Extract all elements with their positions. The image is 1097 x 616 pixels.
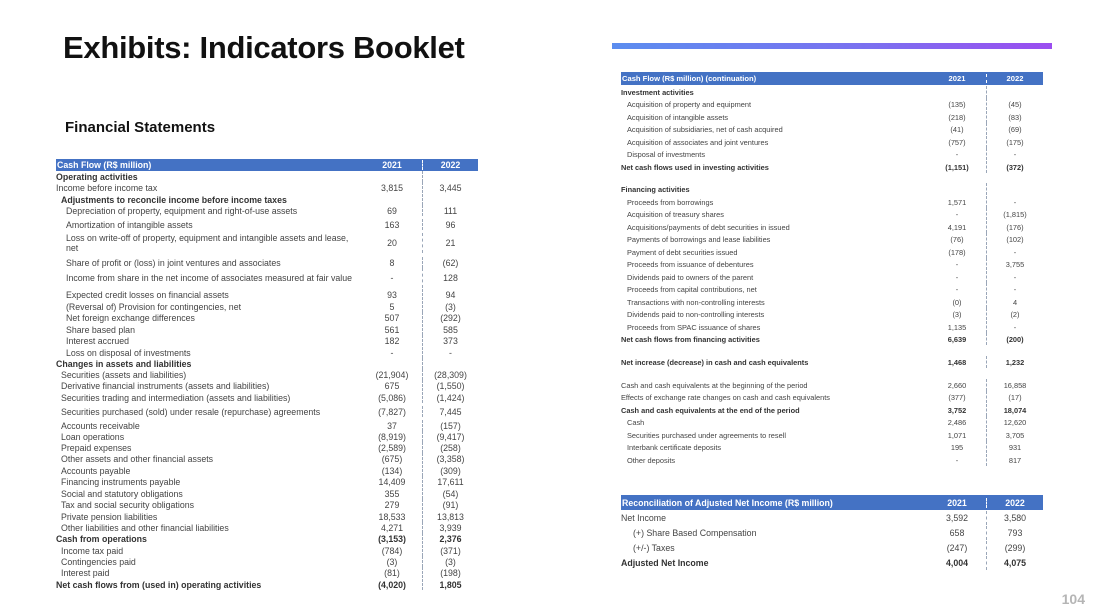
row-label: Transactions with non-controlling interests: [627, 297, 765, 307]
value-2021: (135): [928, 98, 987, 110]
value-2022: (2): [1010, 309, 1020, 319]
table-row: [621, 296, 1043, 308]
value-2021: (4,020): [362, 579, 423, 590]
row-label: Loss on disposal of investments: [66, 347, 191, 358]
value-2022: 96: [445, 219, 456, 230]
table-row: [56, 358, 478, 369]
value-2021: 195: [928, 441, 987, 453]
value-2021: -: [928, 454, 987, 466]
value-2022: [423, 194, 478, 205]
table-row: [621, 111, 1043, 123]
value-2021: (1,151): [928, 161, 987, 173]
value-2022: (91): [442, 499, 459, 510]
value-2022: 931: [1008, 442, 1022, 452]
table-row: [621, 196, 1043, 208]
table-row: [621, 148, 1043, 160]
value-2021: 20: [362, 233, 423, 253]
table-row: [56, 233, 478, 253]
value-2021: -: [928, 148, 987, 160]
row-label: Social and statutory obligations: [61, 488, 183, 499]
table-row: [621, 356, 1043, 368]
row-label: Operating activities: [56, 171, 138, 182]
value-2022: (54): [442, 488, 459, 499]
value-2022: 21: [445, 238, 456, 248]
row-label: Financing activities: [621, 184, 690, 194]
value-2021: (178): [928, 246, 987, 258]
value-2021: 3,592: [928, 511, 987, 525]
value-2022: [987, 86, 1043, 98]
row-label: Proceeds from borrowings: [627, 197, 714, 207]
row-label: Disposal of investments: [627, 149, 706, 159]
value-2022: 128: [443, 273, 458, 283]
value-2022: (3,358): [436, 453, 465, 464]
row-label: Net foreign exchange differences: [66, 312, 195, 323]
value-2022: (1,815): [1003, 209, 1027, 219]
value-2022: [987, 183, 1043, 195]
table-row: [56, 194, 478, 205]
value-2021: -: [928, 258, 987, 270]
value-2021: 3,815: [362, 182, 423, 193]
table-header: [621, 495, 1043, 510]
table-row: [56, 567, 478, 578]
value-2022: (69): [1008, 124, 1022, 134]
value-2022: (28,309): [434, 369, 467, 380]
table-row: [621, 221, 1043, 233]
row-label: Amortization of intangible assets: [66, 219, 193, 230]
row-label: Share based plan: [66, 324, 135, 335]
value-2022: (3): [445, 301, 456, 312]
row-label: Contingencies paid: [61, 556, 136, 567]
page-number: 104: [1061, 591, 1085, 607]
value-2021: 675: [362, 380, 423, 391]
table-row: [56, 205, 478, 216]
value-2022: [423, 358, 478, 369]
value-2021: 1,071: [928, 429, 987, 441]
table-row: [621, 441, 1043, 453]
value-2021: [362, 194, 423, 205]
row-label: Loan operations: [61, 431, 125, 442]
row-label: Proceeds from SPAC issuance of shares: [627, 322, 761, 332]
value-2022: 585: [443, 324, 458, 335]
value-2022: 16,858: [1003, 380, 1027, 390]
value-2022: -: [1013, 149, 1017, 159]
table-row: [56, 453, 478, 464]
value-2021: (218): [928, 111, 987, 123]
value-2021: 4,191: [928, 221, 987, 233]
value-2022: (258): [440, 442, 461, 453]
value-2022: (299): [1004, 543, 1026, 553]
value-2022: (1,550): [436, 380, 465, 391]
row-label: Share of profit or (loss) in joint ventures and associates: [66, 257, 281, 268]
row-label: (+) Share Based Compensation: [633, 528, 757, 538]
row-label: Net cash flows from (used in) operating activities: [56, 579, 262, 590]
value-2022: (309): [440, 465, 461, 476]
row-label: Dividends paid to owners of the parent: [627, 272, 754, 282]
row-label: Accounts receivable: [61, 420, 140, 431]
value-2021: -: [928, 208, 987, 220]
row-label: Adjustments to reconcile income before income taxes: [61, 194, 287, 205]
row-label: Dividends paid to non-controlling interests: [627, 309, 765, 319]
page-title: Exhibits: Indicators Booklet: [63, 30, 465, 65]
row-label: Other deposits: [627, 455, 676, 465]
value-2021: 561: [362, 324, 423, 335]
value-2022: -: [1013, 272, 1017, 282]
value-2021: (3,153): [362, 533, 423, 544]
row-label: Investment activities: [621, 87, 694, 97]
table-row: [621, 308, 1043, 320]
value-2022: (83): [1008, 112, 1022, 122]
row-label: Derivative financial instruments (assets and liabilities): [61, 380, 270, 391]
value-2022: -: [1013, 197, 1017, 207]
value-2021: (81): [362, 567, 423, 578]
value-2022: 4: [1012, 297, 1018, 307]
row-label: Securities (assets and liabilities): [61, 369, 187, 380]
value-2021: (5,086): [362, 392, 423, 403]
value-2022: (176): [1006, 222, 1024, 232]
value-2021: -: [362, 268, 423, 288]
table-row: [621, 541, 1043, 555]
value-2022: (3): [445, 556, 456, 567]
table-row: [56, 511, 478, 522]
header-label: Cash Flow (R$ million): [57, 160, 152, 170]
header-label: Cash Flow (R$ million) (continuation): [622, 74, 757, 83]
row-label: Interest accrued: [66, 335, 130, 346]
table-header: [56, 159, 478, 171]
value-2021: -: [928, 283, 987, 295]
value-2022: -: [1013, 284, 1017, 294]
table-row: [56, 476, 478, 487]
table-row: [56, 335, 478, 346]
table-row: [56, 171, 478, 182]
table-row: [621, 511, 1043, 525]
table-row: [621, 391, 1043, 403]
value-2022: (45): [1008, 99, 1022, 109]
table-row: [621, 136, 1043, 148]
row-label: Cash: [627, 417, 645, 427]
value-2021: (0): [928, 296, 987, 308]
row-label: Income from share in the net income of associates measured at fair value: [66, 273, 353, 283]
section-subtitle: Financial Statements: [65, 119, 216, 136]
row-label: Proceeds from issuance of debentures: [627, 259, 754, 269]
value-2022: 3,580: [1003, 513, 1026, 523]
value-2021: (41): [928, 123, 987, 135]
table-row: [621, 283, 1043, 295]
value-2021: (134): [362, 465, 423, 476]
row-label: Prepaid expenses: [61, 442, 132, 453]
row-label: Acquisitions/payments of debt securities in issued: [627, 222, 790, 232]
value-2022: (371): [440, 545, 461, 556]
value-2022: 3,755: [1005, 259, 1025, 269]
value-2021: [362, 171, 423, 182]
row-label: Net Income: [621, 513, 666, 523]
value-2021: (3): [928, 308, 987, 320]
header-year-2022: 2022: [1006, 74, 1024, 83]
row-label: Interbank certificate deposits: [627, 442, 722, 452]
table-row: [621, 233, 1043, 245]
row-label: Acquisition of subsidiaries, net of cash acquired: [627, 124, 783, 134]
table-row: [56, 545, 478, 556]
value-2021: 1,135: [928, 321, 987, 333]
table-row: [621, 526, 1043, 540]
row-label: Acquisition of intangible assets: [627, 112, 729, 122]
table-row: [621, 454, 1043, 466]
value-2021: (247): [928, 541, 987, 555]
row-label: Effects of exchange rate changes on cash and cash equivalents: [621, 392, 830, 402]
table-row: [56, 533, 478, 544]
value-2022: 1,232: [1005, 357, 1025, 367]
header-year-2021: 2021: [362, 160, 423, 170]
table-row: [56, 380, 478, 391]
value-2022: (1,424): [436, 392, 465, 403]
table-row: [621, 379, 1043, 391]
value-2021: 18,533: [362, 511, 423, 522]
value-2021: 37: [362, 420, 423, 431]
table-row: [621, 333, 1043, 345]
value-2022: -: [449, 347, 452, 358]
row-label: Income before income tax: [56, 182, 158, 193]
accent-gradient-bar: [612, 43, 1052, 49]
value-2021: (7,827): [362, 406, 423, 417]
row-label: Cash and cash equivalents at the beginning of the period: [621, 380, 808, 390]
value-2021: 658: [928, 526, 987, 540]
row-label: Adjusted Net Income: [621, 558, 709, 568]
value-2021: 163: [362, 219, 423, 230]
row-label: Net cash flows used in investing activities: [621, 162, 769, 172]
value-2022: 17,611: [437, 476, 464, 487]
value-2022: -: [1013, 322, 1017, 332]
row-label: Other liabilities and other financial liabilities: [61, 522, 229, 533]
row-label: Cash and cash equivalents at the end of the period: [621, 405, 800, 415]
table-row: [621, 321, 1043, 333]
value-2022: 793: [1007, 528, 1023, 538]
value-2021: 8: [362, 257, 423, 268]
table-row: [56, 488, 478, 499]
row-label: Securities purchased (sold) under resale (repurchase) agreements: [61, 406, 321, 417]
value-2022: (9,417): [436, 431, 465, 442]
value-2022: 7,445: [439, 406, 462, 417]
row-label: Acquisition of property and equipment: [627, 99, 752, 109]
value-2021: [362, 358, 423, 369]
table-row: [621, 271, 1043, 283]
value-2021: [928, 86, 987, 98]
reconciliation-table: [621, 495, 1043, 568]
value-2021: 2,486: [928, 416, 987, 428]
table-row: [56, 301, 478, 312]
row-label: Net increase (decrease) in cash and cash equivalents: [621, 357, 809, 367]
table-row: [56, 579, 478, 590]
row-label: Securities purchased under agreements to resell: [627, 430, 786, 440]
value-2021: 355: [362, 488, 423, 499]
row-label: Private pension liabilities: [61, 511, 158, 522]
value-2022: 111: [443, 205, 458, 216]
row-label: Payments of borrowings and lease liabilities: [627, 234, 771, 244]
table-row: [56, 268, 478, 288]
table-row: [621, 183, 1043, 195]
row-label: Securities trading and intermediation (assets and liabilities): [61, 392, 291, 403]
value-2021: 1,571: [928, 196, 987, 208]
value-2022: 817: [1008, 455, 1022, 465]
value-2022: (200): [1006, 334, 1024, 344]
table-row: [56, 431, 478, 442]
table-row: [56, 369, 478, 380]
table-row: [56, 522, 478, 533]
value-2022: (372): [1006, 162, 1024, 172]
value-2021: -: [928, 271, 987, 283]
value-2022: 12,620: [1003, 417, 1027, 427]
row-label: Depreciation of property, equipment and right-of-use assets: [66, 205, 298, 216]
value-2021: 4,004: [928, 556, 987, 570]
value-2021: 6,639: [928, 333, 987, 345]
header-label: Reconciliation of Adjusted Net Income (R$ million): [622, 497, 833, 508]
value-2022: 4,075: [1003, 558, 1026, 568]
value-2022: 2,376: [439, 533, 462, 544]
row-label: Changes in assets and liabilities: [56, 358, 192, 369]
value-2021: 3,752: [928, 404, 987, 416]
value-2022: 373: [443, 335, 458, 346]
table-row: [56, 465, 478, 476]
value-2021: (3): [362, 556, 423, 567]
value-2021: -: [362, 347, 423, 358]
table-header: [621, 72, 1043, 85]
table-row: [621, 86, 1043, 98]
table-row: [56, 324, 478, 335]
value-2021: 69: [362, 205, 423, 216]
value-2021: 182: [362, 335, 423, 346]
value-2021: (377): [928, 391, 987, 403]
table-row: [56, 347, 478, 358]
header-year-2021: 2021: [928, 498, 987, 508]
value-2021: 1,468: [928, 356, 987, 368]
value-2022: (62): [442, 257, 459, 268]
table-row: [621, 208, 1043, 220]
value-2022: [423, 171, 478, 182]
table-row: [56, 257, 478, 268]
row-label: Acquisition of treasury shares: [627, 209, 724, 219]
value-2022: (102): [1006, 234, 1024, 244]
value-2021: (8,919): [362, 431, 423, 442]
table-row: [56, 312, 478, 323]
table-row: [621, 556, 1043, 570]
table-row: [621, 161, 1043, 173]
row-label: (Reversal of) Provision for contingencies, net: [66, 301, 242, 312]
value-2022: 18,074: [1003, 405, 1027, 415]
row-label: Expected credit losses on financial assets: [66, 289, 229, 300]
value-2021: 279: [362, 499, 423, 510]
header-year-2022: 2022: [440, 160, 461, 170]
row-label: Loss on write-off of property, equipment and intangible assets and lease, net: [66, 233, 349, 253]
row-label: Other assets and other financial assets: [61, 453, 214, 464]
table-row: [621, 123, 1043, 135]
value-2021: 93: [362, 289, 423, 300]
value-2021: (784): [362, 545, 423, 556]
value-2022: 3,939: [439, 522, 462, 533]
table-row: [621, 404, 1043, 416]
value-2022: (157): [440, 420, 461, 431]
table-row: [56, 182, 478, 193]
row-label: Cash from operations: [56, 533, 147, 544]
row-label: Proceeds from capital contributions, net: [627, 284, 757, 294]
row-label: Income tax paid: [61, 545, 124, 556]
cash-flow-table: [56, 159, 478, 590]
value-2022: (17): [1008, 392, 1022, 402]
row-label: (+/-) Taxes: [633, 543, 675, 553]
value-2022: (292): [440, 312, 461, 323]
value-2021: 507: [362, 312, 423, 323]
value-2022: 1,805: [439, 579, 462, 590]
header-year-2021: 2021: [928, 74, 987, 83]
value-2022: -: [1013, 247, 1017, 257]
table-row: [56, 556, 478, 567]
value-2022: 13,813: [437, 511, 464, 522]
value-2022: 3,705: [1005, 430, 1025, 440]
table-row: [56, 420, 478, 431]
row-label: Acquisition of associates and joint ventures: [627, 137, 769, 147]
row-label: Accounts payable: [61, 465, 131, 476]
value-2022: 3,445: [439, 182, 462, 193]
value-2021: [928, 183, 987, 195]
table-row: [56, 499, 478, 510]
value-2022: (175): [1006, 137, 1024, 147]
table-row: [621, 258, 1043, 270]
row-label: Financing instruments payable: [61, 476, 181, 487]
table-row: [56, 289, 478, 300]
table-row: [56, 442, 478, 453]
table-row: [621, 98, 1043, 110]
table-row: [621, 429, 1043, 441]
header-year-2022: 2022: [1005, 497, 1025, 508]
value-2021: 2,660: [928, 379, 987, 391]
value-2022: 94: [445, 289, 456, 300]
row-label: Interest paid: [61, 567, 110, 578]
value-2021: 5: [362, 301, 423, 312]
table-row: [56, 219, 478, 230]
value-2021: (2,589): [362, 442, 423, 453]
value-2021: (76): [928, 233, 987, 245]
value-2022: (198): [440, 567, 461, 578]
value-2021: (675): [362, 453, 423, 464]
table-row: [621, 246, 1043, 258]
row-label: Net cash flows from financing activities: [621, 334, 760, 344]
cash-flow-continuation-table: [621, 72, 1043, 465]
table-row: [621, 416, 1043, 428]
value-2021: 4,271: [362, 522, 423, 533]
table-row: [56, 406, 478, 417]
value-2021: (757): [928, 136, 987, 148]
row-label: Tax and social security obligations: [61, 499, 195, 510]
table-row: [56, 392, 478, 403]
value-2021: (21,904): [362, 369, 423, 380]
value-2021: 14,409: [362, 476, 423, 487]
row-label: Payment of debt securities issued: [627, 247, 738, 257]
